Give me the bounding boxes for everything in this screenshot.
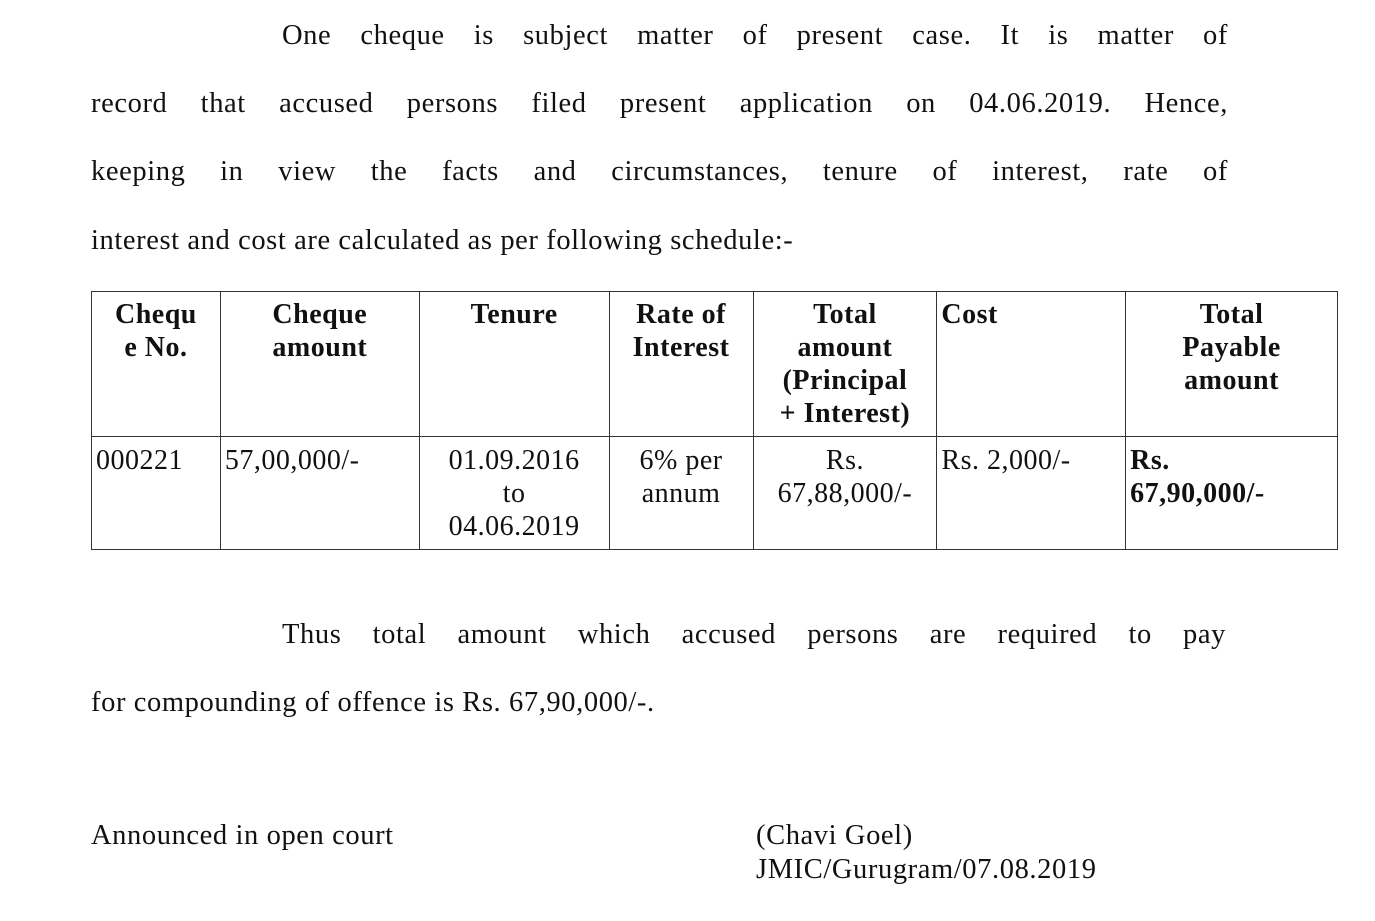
header-payable-line1: Total [1199, 299, 1264, 330]
conclusion-line-2: for compounding of offence is Rs. 67,90,000/-. [91, 687, 655, 718]
header-total-line2: amount [797, 332, 893, 363]
header-rate-line1: Rate of [636, 299, 726, 330]
signatory-designation: JMIC/Gurugram/07.08.2019 [756, 854, 1097, 885]
intro-line-2: record that accused persons filed present application on 04.06.2019. Hence, [91, 88, 1228, 119]
schedule-table [91, 291, 1338, 550]
header-total-line4: + Interest) [779, 398, 911, 429]
header-cheque-no [92, 292, 221, 437]
header-cost [937, 292, 1126, 437]
cell-tenure [419, 437, 609, 550]
header-tenure [419, 292, 609, 437]
header-payable-line2: Payable [1182, 332, 1281, 363]
header-cheque-no-line1: Chequ [115, 299, 197, 330]
header-cheque-no-line2: e No. [124, 332, 188, 363]
header-rate-line2: Interest [632, 332, 730, 363]
cell-rate [609, 437, 753, 550]
table-header-row [92, 292, 1338, 437]
cell-cheque-no: 000221 [92, 437, 221, 550]
intro-line-1: One cheque is subject matter of present case. It is matter of [282, 20, 1228, 51]
signatory-name: (Chavi Goel) [756, 820, 913, 851]
cell-cost: Rs. 2,000/- [937, 437, 1126, 550]
cell-tenure-to-word: to [502, 478, 526, 509]
header-cheque-amount [220, 292, 419, 437]
announced-text: Announced in open court [91, 820, 394, 851]
cell-cheque-amount: 57,00,000/- [220, 437, 419, 550]
header-cost-label: Cost [941, 299, 998, 330]
header-total-line3: (Principal [782, 365, 908, 396]
table-row [92, 437, 1338, 550]
intro-line-4: interest and cost are calculated as per following schedule:- [91, 225, 794, 256]
cell-payable-line1: Rs. [1130, 445, 1170, 476]
header-total-payable [1126, 292, 1338, 437]
cell-total-line2: 67,88,000/- [777, 478, 913, 509]
cell-payable-line2: 67,90,000/- [1130, 478, 1265, 509]
cell-total-line1: Rs. [825, 445, 864, 476]
header-tenure-label: Tenure [470, 299, 558, 330]
cell-rate-line2: annum [641, 478, 721, 509]
cell-tenure-from: 01.09.2016 [448, 445, 580, 476]
header-rate [609, 292, 753, 437]
cell-tenure-to: 04.06.2019 [448, 511, 580, 542]
header-payable-line3: amount [1184, 365, 1279, 396]
header-cheque-amount-line1: Cheque [272, 299, 368, 330]
cell-rate-line1: 6% per [639, 445, 723, 476]
cell-total-payable [1126, 437, 1338, 550]
header-total-amount [753, 292, 937, 437]
intro-line-3: keeping in view the facts and circumstances, tenure of interest, rate of [91, 156, 1228, 187]
header-cheque-amount-line2: amount [272, 332, 368, 363]
cell-total-amount [753, 437, 937, 550]
header-total-line1: Total [813, 299, 877, 330]
conclusion-line-1: Thus total amount which accused persons are required to pay [282, 619, 1226, 650]
